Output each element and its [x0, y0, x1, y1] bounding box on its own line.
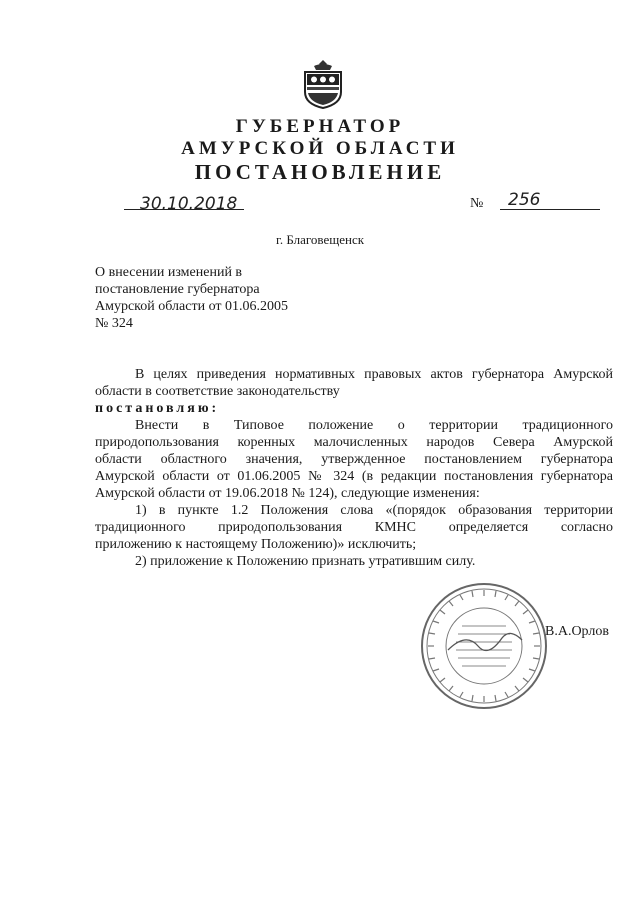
official-seal-stamp [418, 580, 550, 712]
subject-line: № 324 [95, 316, 133, 331]
document-number: 256 [508, 190, 541, 210]
body-line: 1) в пункте 1.2 Положения слова «(порядок образования территории [135, 503, 613, 518]
document-body [95, 366, 613, 570]
subject-line: постановление губернатора [95, 282, 260, 297]
resolve-word: постановляю: [95, 401, 220, 416]
coat-of-arms-emblem [300, 58, 346, 110]
subject-line: Амурской области от 01.06.2005 [95, 299, 288, 314]
body-line: Амурской области от 19.06.2018 № 124), следующие изменения: [95, 486, 480, 501]
document-date: 30.10.2018 [140, 194, 238, 214]
document-subject [95, 264, 335, 332]
body-line: Внести в Типовое положение о территории традиционного [135, 418, 613, 433]
body-line: области областного значения, утвержденное постановлением губернатора [95, 452, 613, 467]
body-line: природопользования коренных малочисленных народов Севера Амурской [95, 435, 613, 450]
body-line: Амурской области от 01.06.2005 № 324 (в редакции постановления губернатора [95, 469, 613, 484]
body-line: приложению к настоящему Положению)» исключить; [95, 537, 417, 552]
body-line: области в соответствие законодательству [95, 384, 340, 399]
body-line: 2) приложение к Положению признать утратившим силу. [135, 554, 476, 569]
header-title: ГУБЕРНАТОР [235, 116, 405, 137]
number-label: № [470, 196, 484, 211]
document-type: ПОСТАНОВЛЕНИЕ [194, 160, 446, 184]
body-line: традиционного природопользования КМНС определяется согласно [95, 520, 613, 535]
signer-name: В.А.Орлов [545, 624, 609, 639]
city-line: г. Благовещенск [275, 232, 365, 247]
subject-line: О внесении изменений в [95, 265, 243, 280]
body-line: В целях приведения нормативных правовых актов губернатора Амурской [135, 367, 613, 382]
header-region: АМУРСКОЙ ОБЛАСТИ [181, 138, 459, 159]
